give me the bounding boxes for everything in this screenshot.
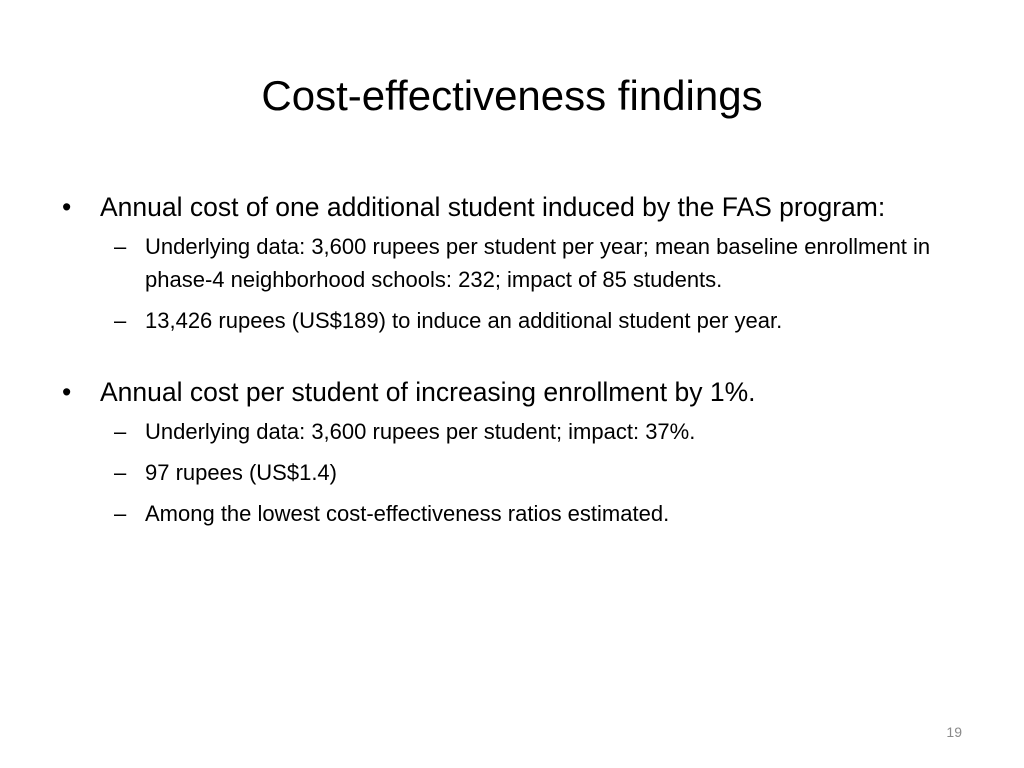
- sub-bullet-list: [62, 415, 942, 530]
- dash-icon: –: [114, 419, 127, 444]
- slide-title: Cost-effectiveness findings: [261, 72, 763, 119]
- bullet-text: Annual cost of one additional student induced by the FAS program:: [100, 192, 886, 222]
- bullet-dot-icon: •: [62, 377, 72, 407]
- bullet-item: [62, 188, 942, 226]
- sub-bullet-list: [62, 230, 942, 337]
- bullet-item: [62, 373, 942, 411]
- dash-icon: –: [114, 234, 127, 259]
- sub-bullet-item: [62, 304, 942, 337]
- bullet-dot-icon: •: [62, 192, 72, 222]
- dash-icon: –: [114, 460, 127, 485]
- sub-bullet-text: Among the lowest cost-effectiveness ratios estimated.: [145, 501, 670, 526]
- sub-bullet-text: Underlying data: 3,600 rupees per student per year; mean baseline enrollment in phase-4 neighborhood schools: 232; impact of 85 students.: [145, 234, 931, 292]
- slide-content: [62, 188, 942, 538]
- bullet-text: Annual cost per student of increasing enrollment by 1%.: [100, 377, 756, 407]
- sub-bullet-text: 13,426 rupees (US$189) to induce an additional student per year.: [145, 308, 783, 333]
- sub-bullet-text: 97 rupees (US$1.4): [145, 460, 337, 485]
- sub-bullet-item: [62, 230, 942, 296]
- sub-bullet-item: [62, 497, 942, 530]
- sub-bullet-item: [62, 456, 942, 489]
- page-number: 19: [946, 724, 962, 740]
- sub-bullet-text: Underlying data: 3,600 rupees per student; impact: 37%.: [145, 419, 696, 444]
- dash-icon: –: [114, 501, 127, 526]
- spacer: [62, 345, 942, 373]
- sub-bullet-item: [62, 415, 942, 448]
- dash-icon: –: [114, 308, 127, 333]
